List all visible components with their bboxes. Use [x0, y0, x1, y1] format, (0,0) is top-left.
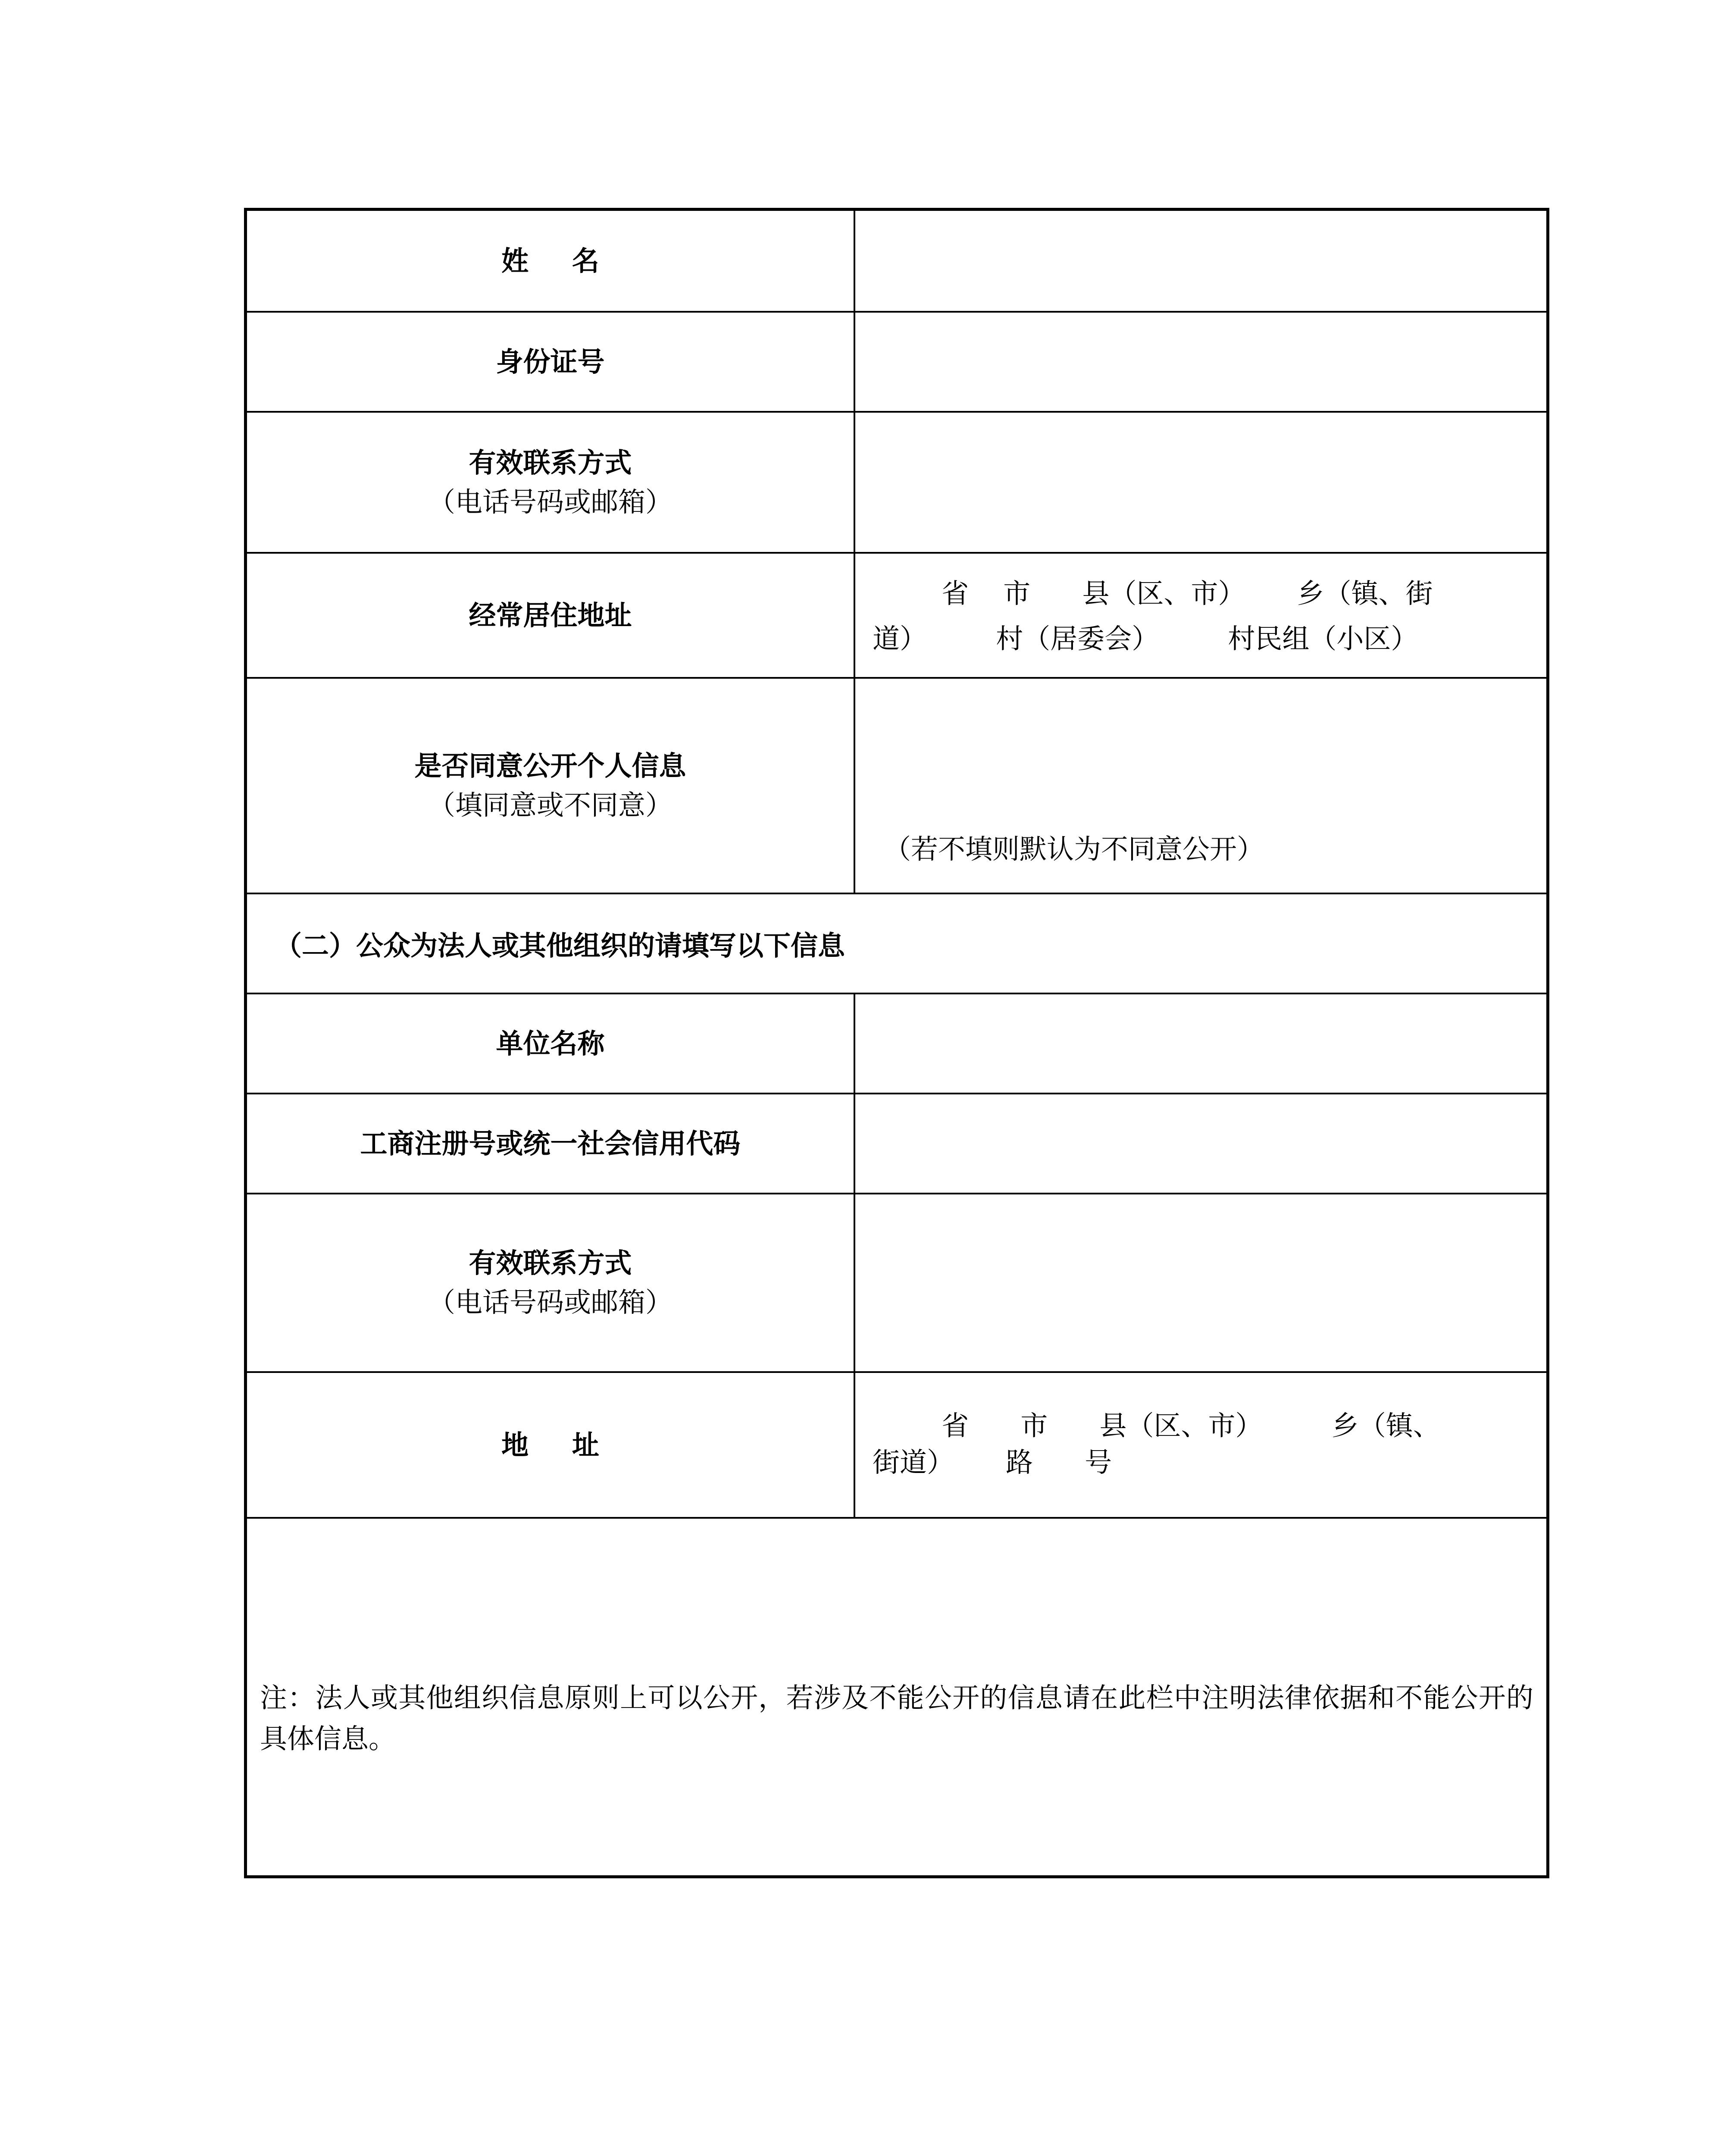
- name-label: 姓名: [501, 245, 643, 277]
- org-contact-field[interactable]: [855, 1194, 1546, 1371]
- contact-label-cell: [247, 413, 855, 552]
- id-number-field[interactable]: [855, 313, 1546, 411]
- row-name: [247, 211, 1546, 313]
- id-label-cell: [247, 313, 855, 411]
- residence-address-line-2: 道） 村（居委会） 村民组（小区）: [873, 623, 1418, 655]
- residence-address-line-1: 省 市 县（区、市） 乡（镇、街: [873, 578, 1433, 609]
- org-address-line-2: 街道） 路 号: [873, 1447, 1112, 1478]
- row-unit-name: [247, 994, 1546, 1094]
- org-address-field[interactable]: [855, 1373, 1546, 1517]
- consent-label-cell: [247, 679, 855, 893]
- org-contact-label-cell: [247, 1194, 855, 1371]
- row-id-number: [247, 313, 1546, 413]
- name-field[interactable]: [855, 211, 1546, 311]
- unit-name-field[interactable]: [855, 994, 1546, 1093]
- name-label-cell: [247, 211, 855, 311]
- note-text: 注：法人或其他组织信息原则上可以公开，若涉及不能公开的信息请在此栏中注明法律依据和不能公开的具体信息。: [260, 1682, 1533, 1755]
- row-org-address: [247, 1373, 1546, 1519]
- consent-hint: （若不填则默认为不同意公开）: [884, 834, 1264, 865]
- row-registration-code: [247, 1094, 1546, 1194]
- address-label-cell: [247, 554, 855, 677]
- unit-name-label: 单位名称: [496, 1028, 605, 1059]
- row-contact: [247, 413, 1546, 554]
- contact-field[interactable]: [855, 413, 1546, 552]
- registration-code-label: 工商注册号或统一社会信用代码: [360, 1128, 741, 1159]
- row-residence-address: [247, 554, 1546, 679]
- residence-address-label: 经常居住地址: [469, 599, 632, 631]
- registration-label-cell: [247, 1094, 855, 1193]
- org-address-line-1: 省 市 县（区、市） 乡（镇、: [873, 1410, 1440, 1442]
- unit-label-cell: [247, 994, 855, 1093]
- org-contact-sublabel: （电话号码或邮箱）: [428, 1287, 673, 1318]
- consent-sublabel: （填同意或不同意）: [428, 790, 673, 821]
- section-heading: （二）公众为法人或其他组织的请填写以下信息: [275, 929, 845, 962]
- row-section-heading: [247, 894, 1546, 994]
- org-address-label: 地址: [501, 1429, 643, 1461]
- registration-code-field[interactable]: [855, 1094, 1546, 1193]
- id-number-label: 身份证号: [496, 346, 605, 378]
- consent-field[interactable]: [855, 679, 1546, 893]
- consent-label: 是否同意公开个人信息: [414, 750, 686, 782]
- row-note[interactable]: [247, 1519, 1546, 1875]
- row-org-contact: [247, 1194, 1546, 1373]
- contact-sublabel: （电话号码或邮箱）: [428, 486, 673, 518]
- org-address-label-cell: [247, 1373, 855, 1517]
- contact-label: 有效联系方式: [469, 446, 632, 479]
- org-contact-label: 有效联系方式: [469, 1247, 632, 1279]
- info-form-table: [244, 208, 1549, 1878]
- residence-address-field[interactable]: [855, 554, 1546, 677]
- row-consent: [247, 679, 1546, 894]
